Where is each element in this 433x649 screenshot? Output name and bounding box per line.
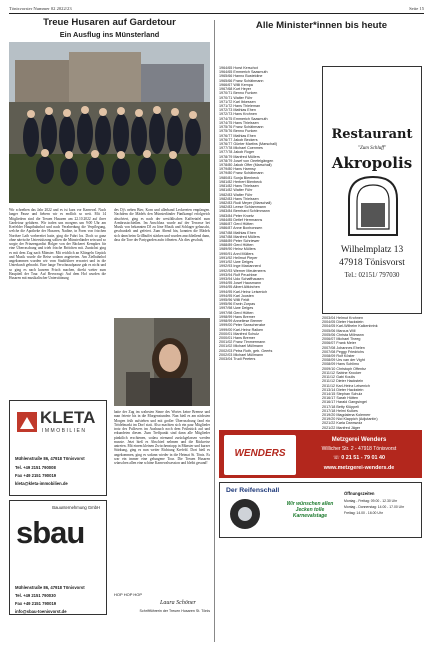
- minister-entry: 1999/00 Peter Sanschenzke: [219, 323, 266, 328]
- left-article-col2-bottom: hatte der Zug im wahrsten Sinne des Wortes keine Bremse und man feierte bis in die Morgenstunden. Nun hieß es am nächsten Morgen früh aufstehen und mit großer Überraschung fand ein Trödelmarkt im Dorf statt. Also machten sich ein paar Mitglieder trotz des Pullovers im Ausbauch noch dem Frühstück auf und erkundeten diesen. Zum Treffpunkt sind dann alle Mitglieder pünktlich erschienen, sodass niemand zurückgelassen werden musste. Jetzt hieß es Abschied nehmen und die Rückreise antreten. Mit einem kleinen Zwischenstopp in Münster und kurzer Stärkung, ging es nun weiter Richtung Krefeld. Dort hieß es angekommen, ging es sodann wieder in die Heimat St. Tönis. Es war ein immer eine gelungene Tour. Die Treuen Husaren wünschen allen eine schöne Karnevalssession und bleibt gesund!: [114, 410, 210, 465]
- minister-entry: 1988/89 Peter Schriewer: [219, 238, 260, 243]
- minister-entry: 1974/75 Emmerich Saasmuth: [219, 116, 268, 121]
- minister-entry: 1964/65 Horst Kerschot: [219, 66, 258, 70]
- sbau-line-0: Mühlenstraße 86, 47918 Tönisvorst: [15, 585, 85, 590]
- kleta-brand: KLETA: [40, 408, 96, 427]
- minister-entry: 2003/04 Trudi Peeters: [219, 357, 256, 362]
- sbau-brand: sbau: [16, 515, 85, 550]
- hop-text: HOP HOP HOP: [114, 592, 143, 597]
- minister-entry: 2013/14 Dieter Hackstein: [322, 387, 364, 392]
- minister-entry: 2002/03 Michael Müllmann: [219, 352, 264, 357]
- minister-entry: 1978/80 Jakob Offer (Marschall): [219, 163, 272, 168]
- group-photo: [9, 42, 210, 203]
- minister-entry: 1983/84 Bernhard Schlimmann: [219, 209, 270, 214]
- minister-entry: 1991/92 Uwe Delges: [219, 260, 254, 265]
- minister-entry: 1982/83 Walter Führ: [219, 192, 253, 197]
- wenders-ad[interactable]: [219, 430, 422, 478]
- wenders-web: www.metzgerei-wenders.de: [323, 465, 395, 471]
- minister-entry: 1995/96 Erwin Zorpas: [219, 302, 256, 307]
- minister-entry: 1994/95 Karl Joosten: [219, 293, 254, 298]
- left-subheadline: Ein Ausflug ins Münsterland: [59, 30, 160, 39]
- minister-entry: 1990/91 Anni Müllers: [219, 251, 254, 256]
- minister-entry: 1976/77 Jakob Beckers: [219, 137, 258, 142]
- oeff-line-1: Montag - Donnerstag: 14.00 - 17.00 Uhr: [344, 505, 405, 509]
- oeff-line-2: Freitag: 14.00 - 16.00 Uhr: [344, 511, 383, 515]
- minister-entry: 2008/09 Urs van der Vight: [322, 358, 365, 363]
- signature: Laura Schöner: [160, 600, 196, 606]
- kleta-sub: IMMOBILIEN: [42, 428, 87, 434]
- minister-entry: 2011/12 Dieter Hackstein: [322, 379, 364, 384]
- minister-entry: 1994/95 Albert Altkirchen: [219, 285, 260, 290]
- minister-entry: 1967/68 Kurt Heyer: [219, 87, 251, 92]
- minister-entry: 2002/03 Petra Roth, geb. Geerts: [219, 348, 273, 353]
- minister-entry: 1981/82 Herbert Bienbeck: [219, 179, 262, 184]
- sbau-line-1: Tel. +49 2151 790030: [15, 593, 56, 598]
- wenders-brand: WENDERS: [234, 448, 286, 459]
- minister-entry: 1974/75 Hans Thielssen: [219, 120, 259, 125]
- reifen-tire-icon: [228, 497, 262, 531]
- minister-entry: 1984/85 Detlef Herrmanns: [219, 217, 263, 222]
- minister-entry: 2017/18 Betty Klüppeli: [322, 404, 359, 409]
- kleta-ad[interactable]: [9, 400, 107, 496]
- minister-entry: 1982/83 Rudi Meyer (Marschall): [219, 201, 272, 205]
- minister-entry: 1986/87 Gerd Hütten: [219, 222, 254, 227]
- restaurant-emblem-icon: [347, 175, 399, 237]
- minister-entry: 1964/65 Emmerich Saasmuth: [219, 70, 268, 75]
- minister-entry: 2008/09 Rolf Köster: [322, 353, 355, 358]
- kleta-line-2: Fax +49 2151 790019: [15, 473, 57, 478]
- minister-entry: 2019/20 Magdalena Kolemerr: [322, 413, 371, 418]
- minister-entry: 1978/79 Josef von Oeefelgängen: [219, 158, 274, 163]
- minister-entry: 2019/20 Nici Klappich (Adjutantin): [322, 417, 378, 422]
- minister-entry: 2006/07 Frank Meier: [322, 341, 357, 346]
- minister-entry: 2011/12 Karl-Heinz Leisenich: [322, 383, 370, 388]
- minister-entry: 1977/78 Michael Coenmes: [219, 146, 263, 151]
- minister-entry: 1983/84 Peter Kroetz: [219, 213, 254, 218]
- kleta-logo-icon: [16, 411, 38, 433]
- minister-entry: 1987/88 Mathias Ehen: [219, 230, 256, 235]
- restaurant-ad[interactable]: [322, 66, 422, 314]
- page-number: Seite 15: [409, 6, 424, 11]
- wenders-phone: ☏ 0 21 51 - 79 01 40: [333, 455, 385, 461]
- left-article-col1: Wir schreiben das Jahr 2022 und es ist kurz vor Karneval. Nach langer Pause und fiebern wir es endlich so weit. Mit 14 Mitgliedern sind die Treuen Husaren am 22.10.2022 auf ihrer Gardetour gefahren. Wir trafen uns morgens um 9:00 Uhr am Krefelder Hauptbahnhof und nach Verabredung die Verpflegung, welche die Apotheke der Husaren, Nadine, in Form von frischen Nordsee Laib vorbereitet hatte, ging die Fahrt los. Doch so ganz ohne närrische Unterstützung sollten die Münsterländer sein und so sorgte der Prinzengardist Holger von der Bäckerei Kempkes für eine Überraschung und trieb frische Brötchen mit. Zunächst ging es mit dem Zug nach Münster. Mit reichlich an Klüngeln Gepäck und Musik wurde die Reise sodann angetreten. Am Zielbahnhof angekommen wurden wir vom Stadtführer erwartet und in die Unterkunft gebracht. Eine lange Verschnaufpause gab es nicht und so ging es nach kurzem Frisch machen, direkt weiter zum Hauptteil der Tour. Auf Bevorzugt: Auf dem Hof wurden die Husaren mit musikalischer Unterstützung: [9, 208, 106, 280]
- minister-entry: 2014/15 Stephan Schulz: [322, 391, 363, 396]
- minister-entry: 2016/17 Harald Gangsingel: [322, 400, 367, 405]
- page-divider: [214, 20, 215, 642]
- minister-entry: 1971/72 Hans Thieleman: [219, 103, 261, 108]
- minister-entry: 2016/17 Sarah Hütten: [322, 396, 359, 401]
- sbau-top: Bauunternehmung GmbH: [52, 505, 100, 510]
- minister-entry: 2017/18 Helmi Kulkes: [322, 408, 358, 413]
- minister-entry: 1997/98 Uwe Delges: [219, 306, 254, 311]
- minister-entry: 1997/98 Gerd Hütten: [219, 310, 254, 315]
- minister-entry: 2003/04 Helmut Krohnen: [322, 316, 364, 320]
- restaurant-city: 47918 Tönisvorst: [339, 258, 405, 268]
- oeff-line-0: Montag - Freitag: 09.00 - 12.30 Uhr: [344, 499, 398, 503]
- minister-entry: 1989/90 Heinz Müllers: [219, 247, 256, 252]
- minister-entry: 1976/77 Günter Martins (Marschall): [219, 141, 277, 146]
- restaurant-name: Akropolis: [331, 154, 413, 172]
- wenders-address: Willicher Str. 2 - 47918 Tönisvorst: [321, 446, 397, 452]
- minister-entry: 2021/22 Karla Dannwolz: [322, 421, 363, 426]
- minister-entry: 2021/22 Manfred Jäger: [322, 425, 361, 430]
- sbau-line-2: Fax +49 2151 790019: [15, 601, 57, 606]
- minister-entry: 2004/05 Karl-Wilhelm Kalkenbrink: [322, 324, 378, 329]
- group-photo-svg: [9, 42, 210, 203]
- minister-entry: 1981/82 Walter Führ: [219, 188, 253, 193]
- minister-entry: 1978/79 Manfred Müllers: [219, 154, 260, 159]
- reifenschall-ad[interactable]: [219, 482, 422, 538]
- reifen-slogan: Wir wünschen allen Jecken tolle Karnevalstage: [286, 501, 334, 519]
- minister-entry: 1998/99 Hans Bremer: [219, 314, 256, 319]
- portrait-photo-svg: [114, 318, 210, 406]
- minister-entry: 1970/71 Walter Führ: [219, 95, 253, 100]
- oeff-title: Öffnungszeiten: [344, 491, 375, 496]
- minister-entry: 1994/95 Josef Hausmann: [219, 281, 262, 286]
- minister-entry: 1975/76 Franz Schäbmann: [219, 125, 264, 130]
- restaurant-phone: Tel.: 02151/ 797030: [344, 272, 400, 279]
- minister-entry: 2006/07 Michael Theeg: [322, 337, 361, 342]
- kleta-line-0: Mühlenstraße 86, 47918 Tönisvorst: [15, 456, 85, 461]
- minister-entry: 1988/89 Gerd Hütten: [219, 243, 254, 248]
- right-headline: Alle Minister*innen bis heute: [255, 20, 388, 31]
- wenders-title: Metzgerei Wenders: [331, 437, 387, 443]
- sbau-ad[interactable]: [9, 500, 107, 615]
- wenders-logo: [224, 435, 296, 475]
- minister-entry: 2007/08 Johannes Ehelen: [322, 345, 365, 350]
- portrait-photo: [114, 318, 210, 406]
- minister-entry: 1979/80 Hans Harmsy: [219, 167, 256, 172]
- minister-entry: 2001/02 Michael Müllmann: [219, 344, 264, 349]
- minister-entry: 1972/73 Mathias Ehen: [219, 108, 256, 113]
- minister-entry: 1994/95 Karl-Heinz Leisenich: [219, 289, 268, 294]
- minister-entry: 2004/05 Dieter Hackstein: [322, 320, 364, 325]
- minister-entry: 1993/94 Udo Schaffhausen: [219, 276, 264, 281]
- minister-entry: 2005/06 Christa Millmann: [322, 332, 364, 337]
- reifen-brand: Der Reifenschall: [226, 487, 280, 494]
- minister-entry: 1965/66 Hanno Busteldine: [219, 74, 263, 79]
- minister-list-col1: [219, 66, 317, 361]
- minister-entry: 1972/73 Hans Krohnen: [219, 112, 257, 117]
- minister-entry: 1993/94 Rolf Peuchlwe: [219, 272, 257, 277]
- minister-entry: 1970/71 Benno Funken: [219, 91, 258, 96]
- minister-entry: 2001/02 Franz Timmermann: [219, 340, 266, 345]
- minister-entry: 1980/81 Sonja Bienbeck: [219, 175, 259, 180]
- minister-entry: 1987/88 Manfred Müllers: [219, 234, 260, 239]
- sbau-line-3: info@sbau-toenisvorst.de: [15, 609, 67, 614]
- minister-entry: 2008/09 Hans Schlimo: [322, 362, 360, 367]
- kleta-line-3: kleta@kleta-immobilien.de: [15, 481, 68, 486]
- minister-entry: 1971/72 Karl Ibkessen: [219, 99, 256, 104]
- minister-entry: 2011/12 Gabi Koulis: [322, 375, 355, 380]
- minister-entry: 1976/77 Mathias Ehen: [219, 133, 256, 138]
- left-headline: Treue Husaren auf Gardetour: [43, 17, 176, 28]
- minister-entry: 1977/78 Jakob Roger: [219, 150, 255, 155]
- restaurant-tag: "Zum Schluff": [357, 146, 387, 151]
- header-rule: [9, 13, 424, 14]
- kleta-line-1: Tel. +49 2151 790008: [15, 465, 56, 470]
- minister-entry: 1999/00 Karl-Heinz Raiken: [219, 327, 264, 332]
- minister-entry: 2007/08 Peggy Friedrichs: [322, 349, 365, 354]
- minister-entry: 1982/83 Hans Thielssen: [219, 196, 259, 201]
- minister-entry: 1965/66 Franz Schäbmann: [219, 78, 264, 83]
- minister-entry: 2000/01 Manfred Schulz: [219, 331, 259, 336]
- left-article-col2-top: des Dj's neben Bier, Korn und allerhand Leckereien empfangen. Nachdem die Mädels den Münsterländer Fünfkampf erfolgreich absolviert, ging es nach der westfälischen Kaffeetafel zum Armbrustschießen. Im Anschluss wurde auf der Terrasse bei Musik von bekannten DJ zu löne Musik und Schlager gelauscht, geschunkelt und gefeiert. Zum Abend hin, konnten die Mädels sich dann beim Grillbuffet stärken und wurden anschließend dann, dass die Tore der Partygarden aufn öffneten. Als dies geschah,: [114, 208, 210, 242]
- minister-entry: 1966/67 Willi Kempa: [219, 82, 253, 87]
- minister-entry: 1982/83 Leese Schlammann: [219, 205, 266, 210]
- signature-role: Schriftführerin der Treuen Husaren St. Tönis: [139, 609, 210, 613]
- minister-entry: 1998/99 Anneliese Bremer: [219, 319, 263, 324]
- minister-entry: 1992/93 Inge Maxiannerd: [219, 264, 261, 269]
- minister-entry: 1992/93 Werner Meuleneers: [219, 268, 266, 273]
- minister-entry: 1981/82 Hans Thielssen: [219, 184, 259, 189]
- restaurant-address: Wilhelmplatz 13: [340, 245, 404, 255]
- minister-entry: 2000/01 Hans Bremer: [219, 336, 256, 340]
- minister-entry: 1986/87 Anne Boxhorssen: [219, 226, 263, 231]
- minister-entry: 1975/76 Benno Funken: [219, 129, 258, 134]
- minister-entry: 2005/06 Marcus Will: [322, 328, 356, 333]
- restaurant-label: Restaurant: [331, 127, 413, 142]
- minister-entry: 1991/92 Hellmut Pieper: [219, 255, 258, 260]
- minister-entry: 1979/80 Franz Schäbmann: [219, 171, 264, 176]
- minister-entry: 1995/96 Willi Feldt: [219, 298, 250, 303]
- minister-entry: 2011/12 Sabine Krocker: [322, 370, 362, 375]
- minister-entry: 2009/10 Christoph Offenbz: [322, 366, 367, 371]
- minister-list-col2: [322, 316, 422, 438]
- page-header-left: Tönisvorster Nummer 02 2022/23: [9, 6, 72, 11]
